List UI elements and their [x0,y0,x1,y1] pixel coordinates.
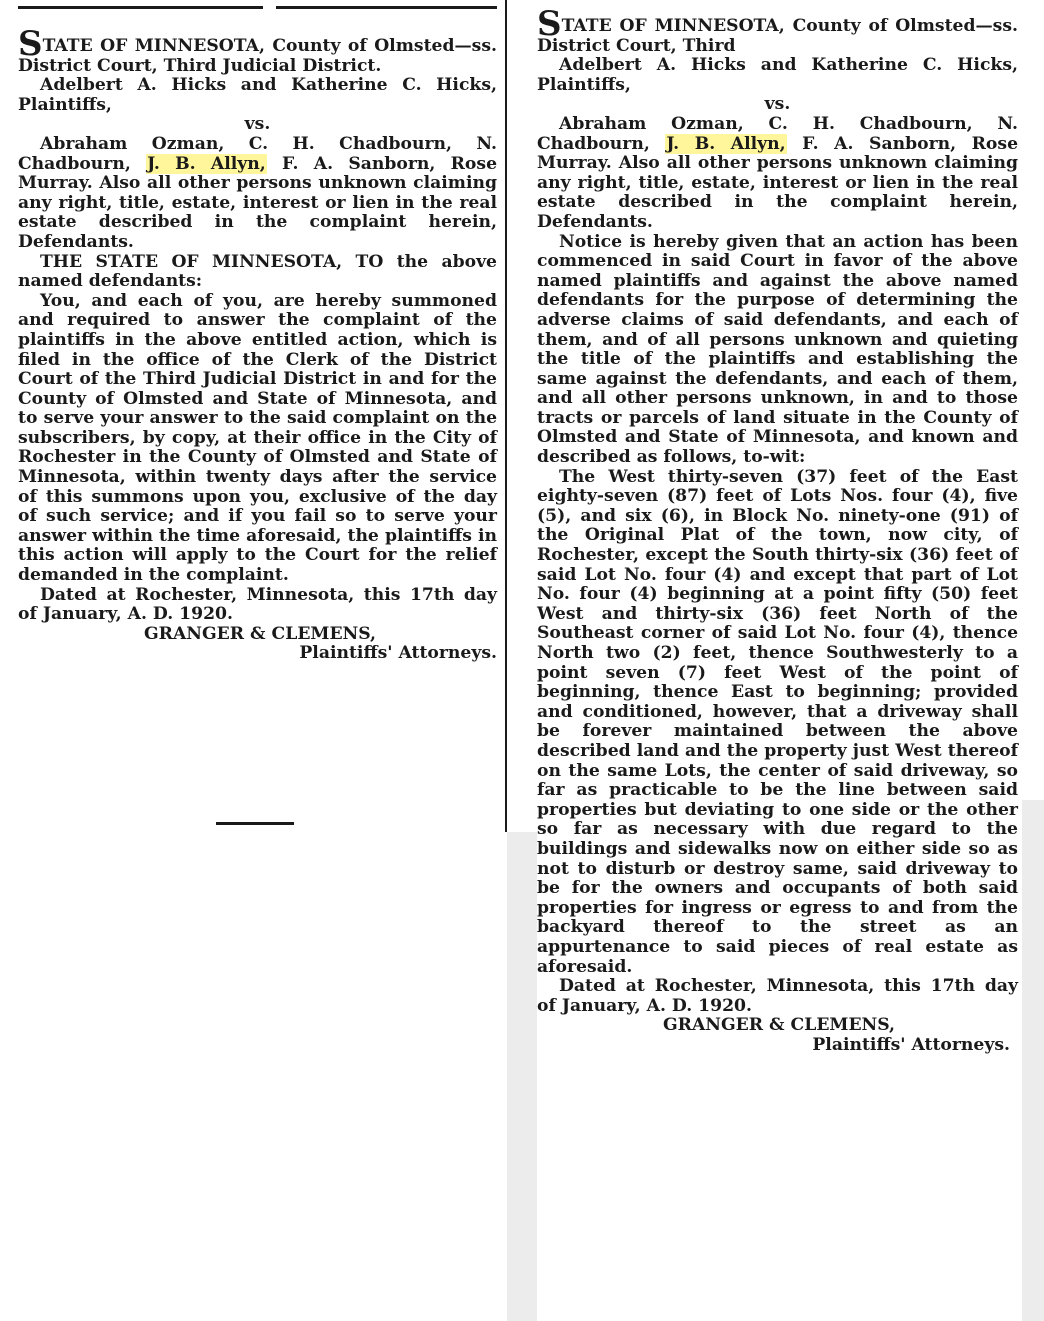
versus-line: vs. [764,94,791,115]
land-description: The West thirty-seven (37) feet of the East eighty-seven (87) feet of Lots Nos. four (4), five (5), and six (6), in Block No. ninety-one (91) of the Original Plat of the town, now city, of Rochester, except the South thirty-six (36) feet of said Lot No. four (4) and except that part of Lot No. four (4) beginning at a point fifty (50) feet West and thirty-six (36) feet North of the Southeast corner of said Lot No. four (4), thence North two (2) feet, thence Southwesterly to a point seven (7) feet West of the point of beginning, thence East to beginning; provided and conditioned, however, that a driveway shall be forever maintained between the above described land and the property just West thereof on the same Lots, the center of said driveway, so far as practicable to be the line between said properties but deviating to one side or the other so far as necessary with due regard to the buildings and sidewalks now on either side so as not to disturb or destroy same, said driveway to be for the owners and occupants of both said properties for ingress or egress to and from the backyard thereof to the street as an appurtenance to said pieces of real estate as aforesaid. [537,466,1018,977]
attorney-firm: GRANGER & CLEMENS, [144,623,377,644]
scan-margin [507,832,537,1321]
address-line: THE STATE OF MINNESOTA, TO the above named defendants: [18,251,497,292]
plaintiffs-line: Adelbert A. Hicks and Katherine C. Hicks, Plaintiffs, [537,55,1018,95]
defendants-paragraph: Abraham Ozman, C. H. Chadbourn, N. Chadbourn, J. B. Allyn, F. A. Sanborn, Rose Murray. Also all other persons unknown claiming any right, title, estate, interest or lien in the real estate described in the complaint herein, Defendants. [18,133,498,252]
summons-body: You, and each of you, are hereby summoned and required to answer the complaint of the plaintiffs in the above entitled action, which is filed in the office of the Clerk of the District Court of the Third Judicial District in and for the County of Olmsted and State of Minnesota, and to serve your answer to the said complaint on the subscribers, by copy, at their office in the City of Rochester in the County of Olmsted and State of Minnesota, within twenty days after the service of this summons upon you, exclusive of the day of such service; and if you fail so to serve your answer within the time aforesaid, the plaintiffs in this action will apply to the Court for the relief demanded in the complaint. [18,290,497,586]
notice-paragraph: Notice is hereby given that an action has been commenced in said Court in favor of the above named plaintiffs and against the above named defendants for the purpose of determining the adverse claims of said defendants, and each of them, and of all persons unknown and quieting the title of the plaintiffs and establishing the same against the defendants, and each of them, and all other persons unknown, in and to those tracts or parcels of land situate in the County of Olmsted and State of Minnesota, and known and described as follows, to-wit: [537,231,1018,468]
lis-pendens-notice [537,4,1019,1055]
summons-notice [18,24,498,664]
top-rule-left [18,6,263,9]
attorney-firm: GRANGER & CLEMENS, [663,1015,896,1036]
dated-line: Dated at Rochester, Minnesota, this 17th day of January, A. D. 1920. [18,584,497,625]
scan-margin-right [1022,800,1044,1321]
end-rule-left [216,822,294,825]
highlighted-name: J. B. Allyn, [666,133,786,154]
notice-heading: STATE OF MINNESOTA, County of Olmsted—ss. District Court, Third Judicial District. [18,24,497,76]
attorney-role: Plaintiffs' Attorneys. [299,643,497,664]
plaintiffs-line: Adelbert A. Hicks and Katherine C. Hicks, Plaintiffs, [18,75,497,115]
defendants-paragraph: Abraham Ozman, C. H. Chadbourn, N. Chadbourn, J. B. Allyn, F. A. Sanborn, Rose Murray. Also all other persons unknown claiming any right, title, estate, interest or lien in the real estate described in the complaint herein, Defendants. [537,113,1019,232]
dropcap-letter: S [18,24,43,64]
top-rule-right [276,6,497,9]
attorney-role: Plaintiffs' Attorneys. [812,1034,1010,1055]
dropcap-letter: S [537,4,562,44]
highlighted-name: J. B. Allyn, [147,153,266,174]
notice-heading: STATE OF MINNESOTA, County of Olmsted—ss. District Court, Third [537,4,1018,56]
column-divider [505,0,507,832]
dated-line: Dated at Rochester, Minnesota, this 17th day of January, A. D. 1920. [537,976,1018,1016]
versus-line: vs. [244,114,271,135]
